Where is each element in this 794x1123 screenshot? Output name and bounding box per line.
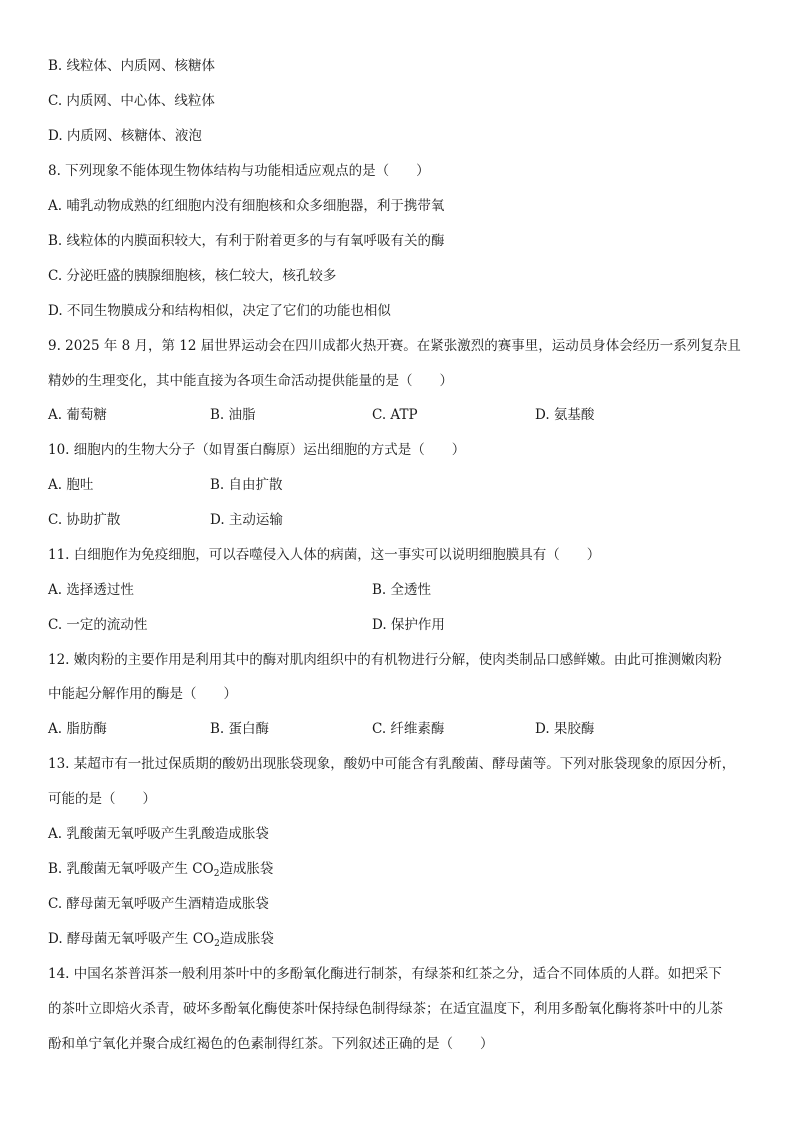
q12-option-b: B. 蛋白酶 [210,721,270,737]
q13-option-b-subscript: 2 [213,869,220,879]
q7-option-b: B. 线粒体、内质网、核糖体 [48,58,216,74]
q11-option-a: A. 选择透过性 [48,582,134,598]
q9-stem-line1: 9. 2025 年 8 月，第 12 届世界运动会在四川成都火热开赛。在紧张激烈的赛事里，运动员身体会经历一系列复杂且 [48,338,741,354]
q11-option-d: D. 保护作用 [372,617,445,633]
q13-option-c: C. 酵母菌无氧呼吸产生酒精造成胀袋 [48,896,269,912]
q14-stem-line3: 酚和单宁氧化并聚合成红褐色的色素制得红茶。下列叙述正确的是（ ） [48,1036,494,1052]
q9-option-c: C. ATP [372,407,418,423]
q9-stem-line2: 精妙的生理变化，其中能直接为各项生命活动提供能量的是（ ） [48,373,453,389]
q13-option-b-tail: 造成胀袋 [219,861,274,877]
q9-option-d: D. 氨基酸 [535,407,595,423]
q9-option-b: B. 油脂 [210,407,256,423]
q12-option-a: A. 脂肪酶 [48,721,107,737]
q10-option-c: C. 协助扩散 [48,512,121,528]
q13-option-b [48,860,273,883]
q10-option-d: D. 主动运输 [210,512,283,528]
q7-option-d: D. 内质网、核糖体、液泡 [48,128,202,144]
q8-option-d: D. 不同生物膜成分和结构相似，决定了它们的功能也相似 [48,303,391,319]
q12-stem-line1: 12. 嫩肉粉的主要作用是利用其中的酶对肌肉组织中的有机物进行分解，使肉类制品口感鲜嫩。由此可推测嫩肉粉 [48,652,722,668]
q13-stem-line2: 可能的是（ ） [48,791,156,807]
q10-option-b: B. 自由扩散 [210,477,283,493]
q12-option-d: D. 果胶酶 [535,721,595,737]
q10-option-a: A. 胞吐 [48,477,94,493]
q13-option-d-subscript: 2 [214,939,220,949]
q8-option-b: B. 线粒体的内膜面积较大，有利于附着更多的与有氧呼吸有关的酶 [48,233,445,249]
q11-stem: 11. 白细胞作为免疫细胞，可以吞噬侵入人体的病菌，这一事实可以说明细胞膜具有（ ） [48,547,601,563]
q13-stem-line1: 13. 某超市有一批过保质期的酸奶出现胀袋现象，酸奶中可能含有乳酸菌、酵母菌等。下列对胀袋现象的原因分析， [48,756,736,772]
q13-option-d [48,930,274,953]
q9-option-a: A. 葡萄糖 [48,407,107,423]
q14-stem-line2: 的茶叶立即焙火杀青，破坏多酚氧化酶使茶叶保持绿色制得绿茶；在适宜温度下，利用多酚氧化酶将茶叶中的儿茶 [48,1001,723,1017]
q11-option-c: C. 一定的流动性 [48,617,148,633]
q13-option-d-text: D. 酵母菌无氧呼吸产生 CO [48,931,215,947]
q10-stem: 10. 细胞内的生物大分子（如胃蛋白酶原）运出细胞的方式是（ ） [48,442,466,458]
q7-option-c: C. 内质网、中心体、线粒体 [48,93,215,109]
q13-option-a: A. 乳酸菌无氧呼吸产生乳酸造成胀袋 [48,826,269,842]
q13-option-d-tail: 造成胀袋 [219,931,274,947]
q12-stem-line2: 中能起分解作用的酶是（ ） [48,686,237,702]
q8-option-a: A. 哺乳动物成熟的红细胞内没有细胞核和众多细胞器，利于携带氧 [48,198,445,214]
q12-option-c: C. 纤维素酶 [372,721,445,737]
q14-stem-line1: 14. 中国名茶普洱茶一般利用茶叶中的多酚氧化酶进行制茶，有绿茶和红茶之分，适合不同体质的人群。如把采下 [48,966,722,982]
q13-option-b-text: B. 乳酸菌无氧呼吸产生 CO [48,861,214,877]
q11-option-b: B. 全透性 [372,582,432,598]
q8-option-c: C. 分泌旺盛的胰腺细胞核，核仁较大，核孔较多 [48,268,337,284]
q8-stem: 8. 下列现象不能体现生物体结构与功能相适应观点的是（ ） [48,163,430,179]
